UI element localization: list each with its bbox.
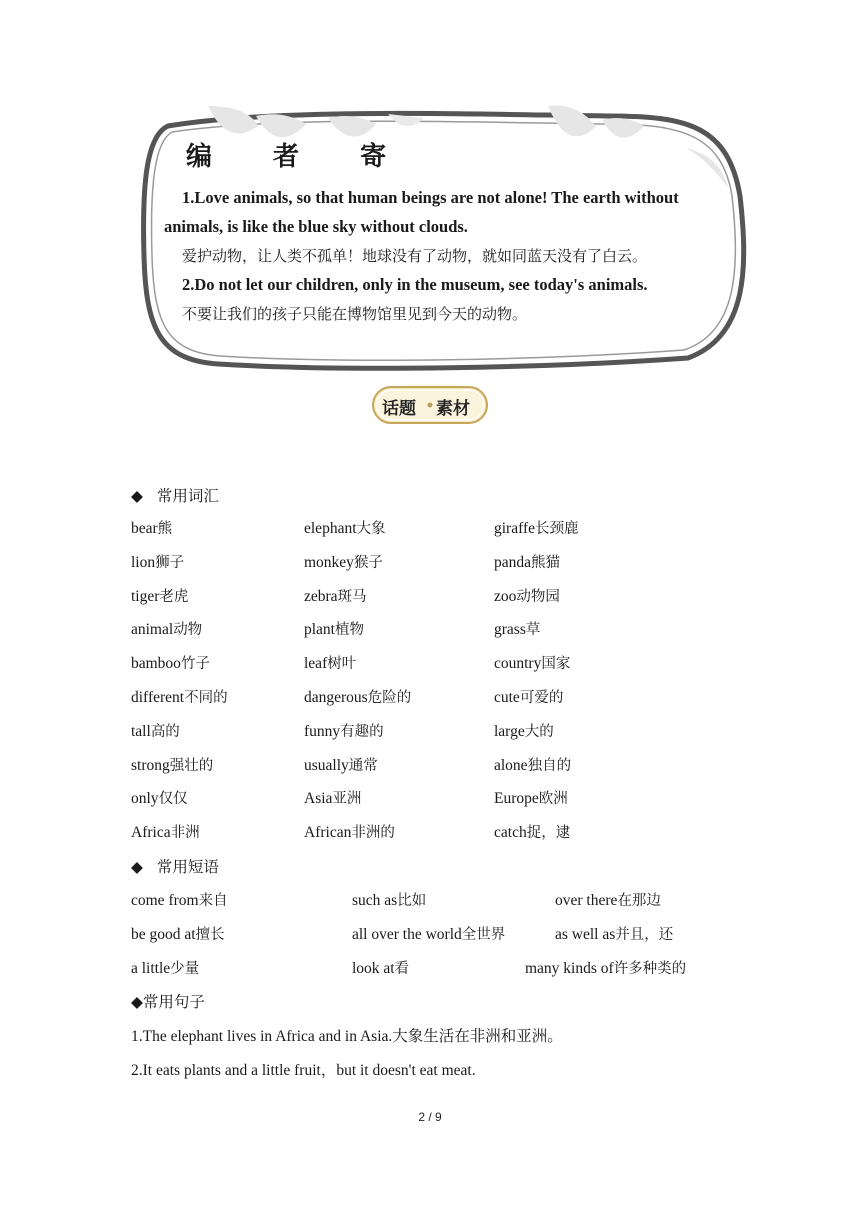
vocab-zh: 狮子 xyxy=(155,554,185,571)
phrase-en: over there xyxy=(555,892,618,909)
vocab-zh: 非洲 xyxy=(170,825,200,842)
vocab-en: bamboo xyxy=(131,655,181,673)
vocab-item xyxy=(494,754,571,775)
vocab-en: plant xyxy=(304,621,335,639)
diamond-bullet-icon: ◆ xyxy=(131,487,143,505)
note-line-3: 爱护动物，让人类不孤单！地球没有了动物，就如同蓝天没有了白云。 xyxy=(182,247,648,265)
vocab-zh: 危险的 xyxy=(367,690,412,706)
vocab-en: funny xyxy=(304,722,341,740)
vocab-item xyxy=(304,517,386,538)
vocab-en: Europe xyxy=(494,790,539,808)
vocab-en: giraffe xyxy=(494,520,536,537)
vocab-item xyxy=(131,652,210,673)
vocab-en: grass xyxy=(494,621,526,639)
vocab-en: bear xyxy=(131,520,158,537)
vocab-en: dangerous xyxy=(304,689,368,706)
vocab-en: leaf xyxy=(304,655,328,673)
phrase-zh: 来自 xyxy=(198,893,228,909)
vocab-item xyxy=(494,821,570,842)
vocab-en: lion xyxy=(131,553,156,571)
diamond-bullet-icon: ◆ xyxy=(131,858,143,876)
vocab-en: tall xyxy=(131,722,151,740)
vocab-item xyxy=(494,686,563,707)
vocab-item xyxy=(304,720,384,741)
vocab-item xyxy=(494,652,570,673)
badge-divider-icon xyxy=(428,403,433,408)
phrase-zh: 并且，还 xyxy=(615,927,674,943)
vocab-item xyxy=(131,720,180,741)
vocab-en: strong xyxy=(131,756,170,774)
vocab-item xyxy=(494,551,560,572)
phrase-item xyxy=(131,889,228,910)
vocab-heading: ◆ 常用词汇 xyxy=(131,487,219,505)
phrase-en: all over the world xyxy=(352,926,462,943)
vocab-item xyxy=(131,821,200,842)
vocab-en: different xyxy=(131,689,185,706)
vocab-en: cute xyxy=(494,689,520,706)
vocab-en: usually xyxy=(304,756,349,774)
phrase-en: come from xyxy=(131,892,199,909)
vocab-item xyxy=(304,787,361,808)
note-line-2: animals, is like the blue sky without clouds. xyxy=(164,217,468,236)
phrase-zh: 看 xyxy=(394,961,410,977)
vocab-zh: 动物园 xyxy=(516,588,560,605)
vocab-en: African xyxy=(304,824,352,842)
vocab-en: country xyxy=(494,655,542,673)
vocab-zh: 国家 xyxy=(541,656,571,673)
vocab-zh: 仅仅 xyxy=(158,791,188,808)
vocab-en: panda xyxy=(494,553,532,571)
vocab-zh: 有趣的 xyxy=(340,723,384,740)
vocab-en: alone xyxy=(494,756,528,774)
vocab-zh: 亚洲 xyxy=(332,791,362,808)
vocab-zh: 植物 xyxy=(335,622,364,639)
vocab-en: Africa xyxy=(131,824,171,842)
vocab-zh: 可爱的 xyxy=(519,690,564,706)
vocab-en: large xyxy=(494,722,525,740)
note-line-5: 不要让我们的孩子只能在博物馆里见到今天的动物。 xyxy=(182,305,528,323)
phrase-en: as well as xyxy=(555,926,616,943)
vocab-zh: 高的 xyxy=(150,723,180,740)
vocab-item xyxy=(304,551,383,572)
sentence-2: 2.It eats plants and a little fruit，but it doesn't eat meat. xyxy=(131,1062,476,1079)
vocab-zh: 大象 xyxy=(356,521,386,537)
phrase-zh: 少量 xyxy=(170,961,200,977)
vocab-zh: 草 xyxy=(525,622,541,639)
phrase-zh: 比如 xyxy=(397,893,427,909)
vocab-en: zoo xyxy=(494,587,517,605)
vocab-item xyxy=(304,686,411,707)
phrase-zh: 许多种类的 xyxy=(613,961,687,977)
vocab-item xyxy=(131,686,228,707)
vocab-en: catch xyxy=(494,824,527,842)
phrase-zh: 全世界 xyxy=(461,927,506,943)
phrases-heading: ◆ 常用短语 xyxy=(131,858,219,876)
vocab-zh: 非洲的 xyxy=(351,825,395,842)
vocab-en: only xyxy=(131,790,159,808)
phrase-en: such as xyxy=(352,892,398,909)
vocab-en: monkey xyxy=(304,553,354,571)
phrase-item xyxy=(555,923,673,944)
vocab-zh: 强壮的 xyxy=(169,757,214,774)
vocab-item xyxy=(131,517,172,538)
vocab-zh: 动物 xyxy=(173,622,203,639)
phrase-en: many kinds of xyxy=(525,960,614,977)
diamond-bullet-icon: ◆ xyxy=(131,993,143,1011)
phrase-zh: 在那边 xyxy=(617,893,661,909)
vocab-zh: 不同的 xyxy=(184,690,228,706)
vocab-item xyxy=(304,821,395,842)
vocab-zh: 欧洲 xyxy=(538,791,568,808)
vocab-item xyxy=(494,517,579,538)
vocab-en: zebra xyxy=(304,587,338,605)
vocab-item xyxy=(494,585,560,606)
vocab-zh: 长颈鹿 xyxy=(535,521,579,537)
vocab-item xyxy=(304,652,356,673)
phrase-item xyxy=(131,923,225,944)
vocab-zh: 熊猫 xyxy=(531,554,561,571)
vocab-en: tiger xyxy=(131,587,160,605)
vocab-item xyxy=(131,585,188,606)
vocab-item xyxy=(131,787,188,808)
vocab-item xyxy=(131,618,202,639)
phrase-en: be good at xyxy=(131,926,196,943)
vocab-zh: 斑马 xyxy=(337,588,367,605)
phrase-en: a little xyxy=(131,960,171,977)
vocab-zh: 捉，逮 xyxy=(526,825,571,842)
page-number: 2 / 9 xyxy=(418,1110,442,1124)
vocab-item xyxy=(304,585,367,606)
vocab-item xyxy=(494,720,554,741)
vocab-item xyxy=(131,754,213,775)
vocab-zh: 通常 xyxy=(348,757,378,774)
vocab-zh: 熊 xyxy=(157,521,173,537)
note-line-1: 1.Love animals, so that human beings are not alone! The earth without xyxy=(182,188,679,207)
phrase-item xyxy=(131,957,199,978)
vocab-item xyxy=(304,754,378,775)
vocab-zh: 大的 xyxy=(524,723,554,740)
vocab-item xyxy=(494,787,568,808)
sentence-1: 1.The elephant lives in Africa and in Asia.大象生活在非洲和亚洲。 xyxy=(131,1028,563,1045)
sentences-heading: ◆常用句子 xyxy=(131,993,205,1011)
vocab-item xyxy=(131,551,184,572)
phrase-item xyxy=(352,889,426,910)
vocab-zh: 独自的 xyxy=(527,757,572,774)
phrase-item xyxy=(352,923,505,944)
phrase-zh: 擅长 xyxy=(195,927,225,943)
note-line-4: 2.Do not let our children, only in the museum, see today's animals. xyxy=(182,275,648,294)
vocab-zh: 老虎 xyxy=(159,588,189,605)
phrase-en: look at xyxy=(352,960,395,977)
vocab-item xyxy=(494,618,540,639)
phrase-item xyxy=(525,957,686,978)
editor-note-title: 编 者 寄 xyxy=(186,142,413,172)
badge-right-text: 素材 xyxy=(436,399,470,419)
vocab-zh: 竹子 xyxy=(180,656,210,673)
vocab-en: animal xyxy=(131,621,174,639)
vocab-zh: 树叶 xyxy=(327,656,357,673)
vocab-item xyxy=(304,618,364,639)
vocab-en: elephant xyxy=(304,520,357,537)
vocab-en: Asia xyxy=(304,790,333,808)
phrase-item xyxy=(352,957,409,978)
badge-left-text: 话题 xyxy=(382,399,416,419)
vocab-zh: 猴子 xyxy=(353,554,383,571)
phrase-item xyxy=(555,889,661,910)
